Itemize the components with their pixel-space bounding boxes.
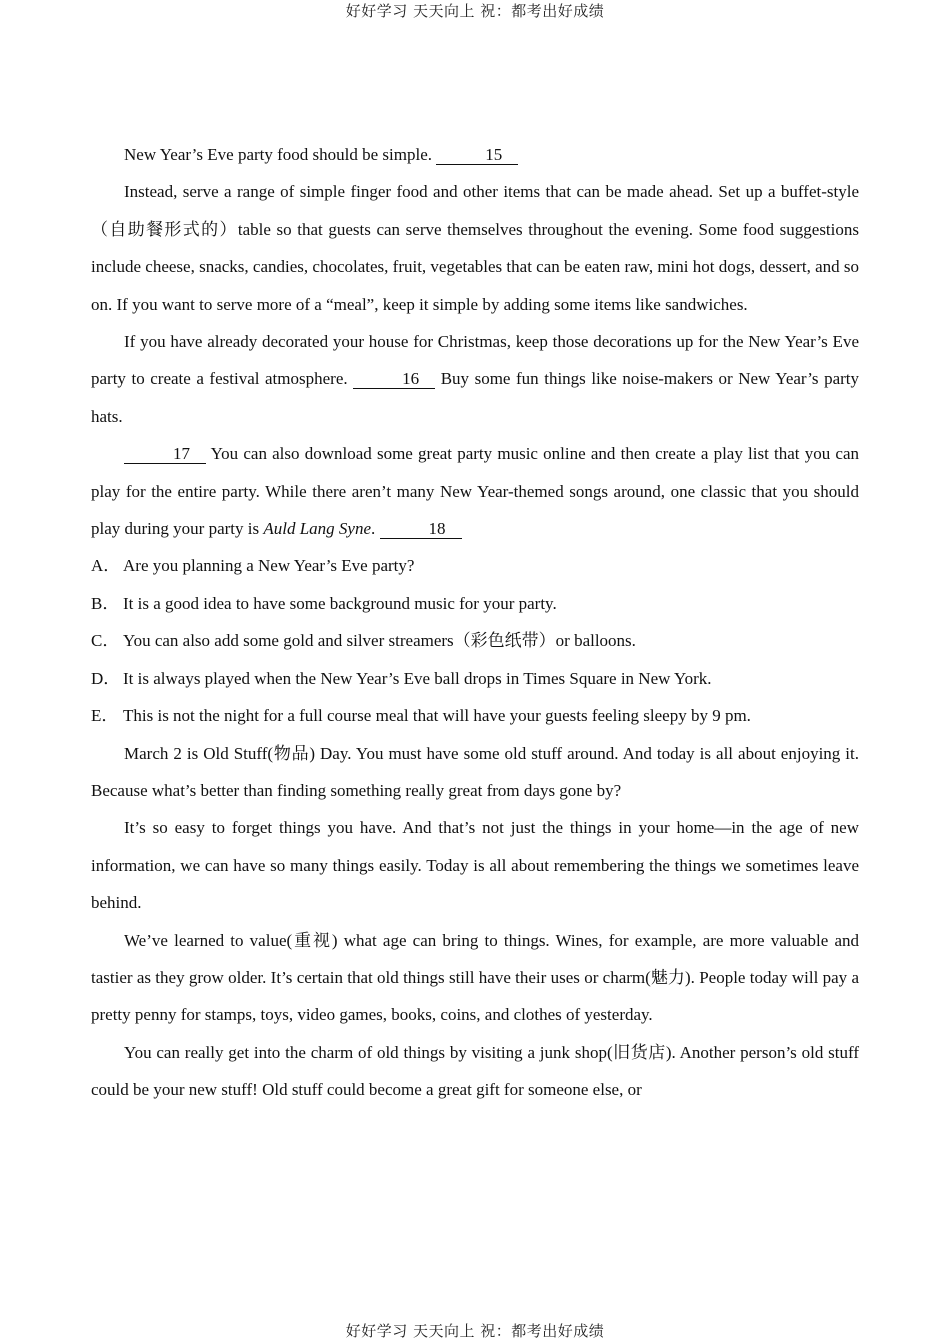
option-text: You can also add some gold and silver streamers（彩色纸带）or balloons. bbox=[123, 631, 636, 651]
options-list bbox=[91, 547, 859, 734]
paragraph-text: You can also download some great party music online and then create a play list that you can play for the entire party. While there aren’t many New Year-themed songs around, one classic that you should play during your party is bbox=[91, 444, 860, 539]
paragraph-text: New Year’s Eve party food should be simple. bbox=[124, 145, 433, 164]
paragraph-text: Buy some fun things like noise-makers or New Year’s party hats. bbox=[91, 369, 860, 426]
paragraph-old-stuff-day: March 2 is Old Stuff(物品) Day. You must have some old stuff around. And today is all about enjoying it. Because what’s better than finding something really great from days gone by? bbox=[91, 743, 859, 800]
page-footer: 好好学习 天天向上 祝：都考出好成绩 bbox=[345, 1322, 605, 1340]
option-letter: B． bbox=[91, 593, 120, 613]
document-body bbox=[91, 136, 859, 1109]
paragraph-intro bbox=[91, 136, 859, 173]
option-letter: E． bbox=[91, 706, 119, 726]
answer-blank-17: 17 bbox=[124, 445, 206, 464]
option-d bbox=[91, 660, 859, 697]
option-c bbox=[91, 622, 859, 659]
option-text: It is always played when the New Year’s Eve ball drops in Times Square in New York. bbox=[123, 668, 712, 688]
paragraph-forget-things: It’s so easy to forget things you have. And that’s not just the things in your home—in the age of new information, we can have so many things easily. Today is all about remembering the things we sometimes leave behind. bbox=[91, 818, 859, 913]
paragraph-value-age: We’ve learned to value(重视) what age can bring to things. Wines, for example, are more valuable and tastier as they grow older. It’s certain that old things still have their uses or charm(魅力). People today will pay a pretty penny for stamps, toys, video games, books, coins, and clothes of yesterday. bbox=[91, 930, 859, 1025]
answer-blank-16: 16 bbox=[353, 370, 435, 389]
song-title: Auld Lang Syne bbox=[263, 519, 371, 539]
paragraph-food: Instead, serve a range of simple finger food and other items that can be made ahead. Set up a buffet-style（自助餐形式的）table so that guests can serve themselves throughout the evening. Some food suggestions include cheese, snacks, candies, chocolates, fruit, vegetables that can be eaten raw, mini hot dogs, dessert, and so on. If you want to serve more of a “meal”, keep it simple by adding some items like sandwiches. bbox=[91, 182, 859, 314]
answer-blank-15: 15 bbox=[436, 146, 518, 165]
option-letter: D． bbox=[91, 668, 121, 688]
paragraph-text: If you have already decorated your house for Christmas, keep those decorations up for the New Year’s Eve party to create a festival atmosphere. bbox=[91, 332, 859, 389]
option-text: It is a good idea to have some background music for your party. bbox=[123, 593, 557, 613]
paragraph-junk-shop: You can really get into the charm of old things by visiting a junk shop(旧货店). Another person’s old stuff could be your new stuff! Old stuff could become a great gift for someone else, or bbox=[91, 1042, 859, 1100]
option-letter: A． bbox=[91, 556, 121, 576]
option-a bbox=[91, 547, 859, 584]
paragraph-text: . bbox=[371, 519, 376, 539]
option-text: This is not the night for a full course meal that will have your guests feeling sleepy by 9 pm. bbox=[123, 706, 751, 726]
option-letter: C． bbox=[91, 631, 120, 651]
paragraph-music bbox=[91, 435, 859, 547]
paragraph-decorations bbox=[91, 323, 859, 435]
page-header: 好好学习 天天向上 祝：都考出好成绩 bbox=[345, 2, 605, 20]
option-text: Are you planning a New Year’s Eve party? bbox=[123, 556, 415, 576]
answer-blank-18: 18 bbox=[380, 520, 462, 539]
option-b bbox=[91, 585, 859, 622]
option-e bbox=[91, 697, 859, 734]
